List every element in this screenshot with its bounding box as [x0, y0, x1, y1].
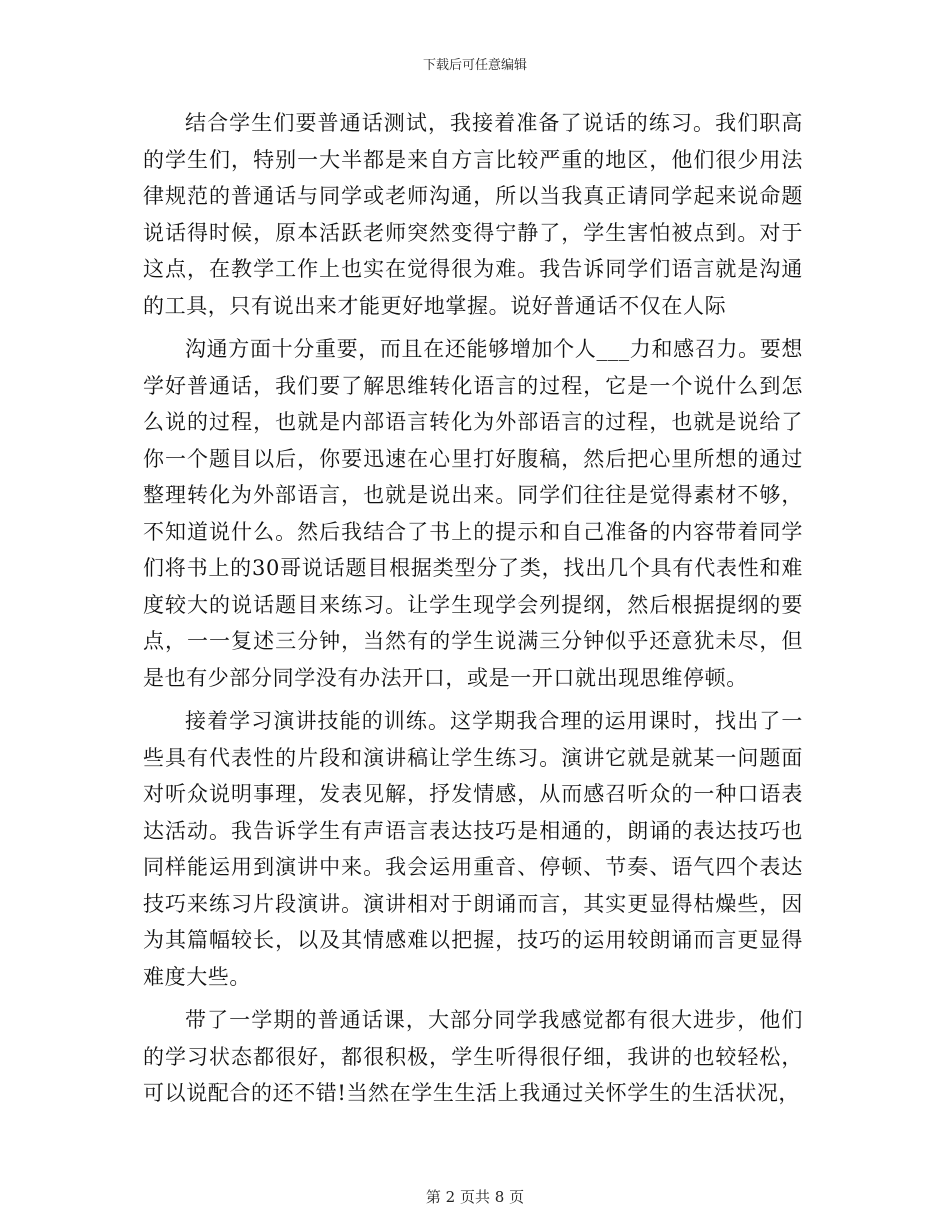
paragraph: 带了一学期的普通话课，大部分同学我感觉都有很大进步，他们的学习状态都很好，都很积极，学生听得很仔细，我讲的也较轻松，可以说配合的还不错!当然在学生生活上我通过关怀学生的生活状况， [143, 1008, 803, 1105]
paragraph: 接着学习演讲技能的训练。这学期我合理的运用课时，找出了一些具有代表性的片段和演讲稿让学生练习。演讲它就是就某一问题面对听众说明事理，发表见解，抒发情感，从而感召听众的一种口语表达活动。我告诉学生有声语言表达技巧是相通的，朗诵的表达技巧也同样能运用到演讲中来。我会运用重音、停顿、节奏、语气四个表达技巧来练习片段演讲。演讲相对于朗诵而言，其实更显得枯燥些，因为其篇幅较长，以及其情感难以把握，技巧的运用较朗诵而言更显得难度大些。 [143, 709, 803, 989]
paragraph: 结合学生们要普通话测试，我接着准备了说话的练习。我们职高的学生们，特别一大半都是来自方言比较严重的地区，他们很少用法律规范的普通话与同学或老师沟通，所以当我真正请同学起来说命题说话得时候，原本活跃老师突然变得宁静了，学生害怕被点到。对于这点，在教学工作上也实在觉得很为难。我告诉同学们语言就是沟通的工具，只有说出来才能更好地掌握。说好普通话不仅在人际 [143, 111, 803, 318]
paragraph: 沟通方面十分重要，而且在还能够增加个人___力和感召力。要想学好普通话，我们要了解思维转化语言的过程，它是一个说什么到怎么说的过程，也就是内部语言转化为外部语言的过程，也就是说给了你一个题目以后，你要迅速在心里打好腹稿，然后把心里所想的通过整理转化为外部语言，也就是说出来。同学们往往是觉得素材不够，不知道说什么。然后我结合了书上的提示和自己准备的内容带着同学们将书上的30哥说话题目根据类型分了类，找出几个具有代表性和难度较大的说话题目来练习。让学生现学会列提纲，然后根据提纲的要点，一一复述三分钟，当然有的学生说满三分钟似乎还意犹未尽，但是也有少部分同学没有办法开口，或是一开口就出现思维停顿。 [143, 337, 803, 690]
page-header: 下载后可任意编辑 [422, 58, 527, 73]
document-body [143, 105, 803, 1119]
page-footer: 第 2 页共 8 页 [425, 1188, 525, 1206]
